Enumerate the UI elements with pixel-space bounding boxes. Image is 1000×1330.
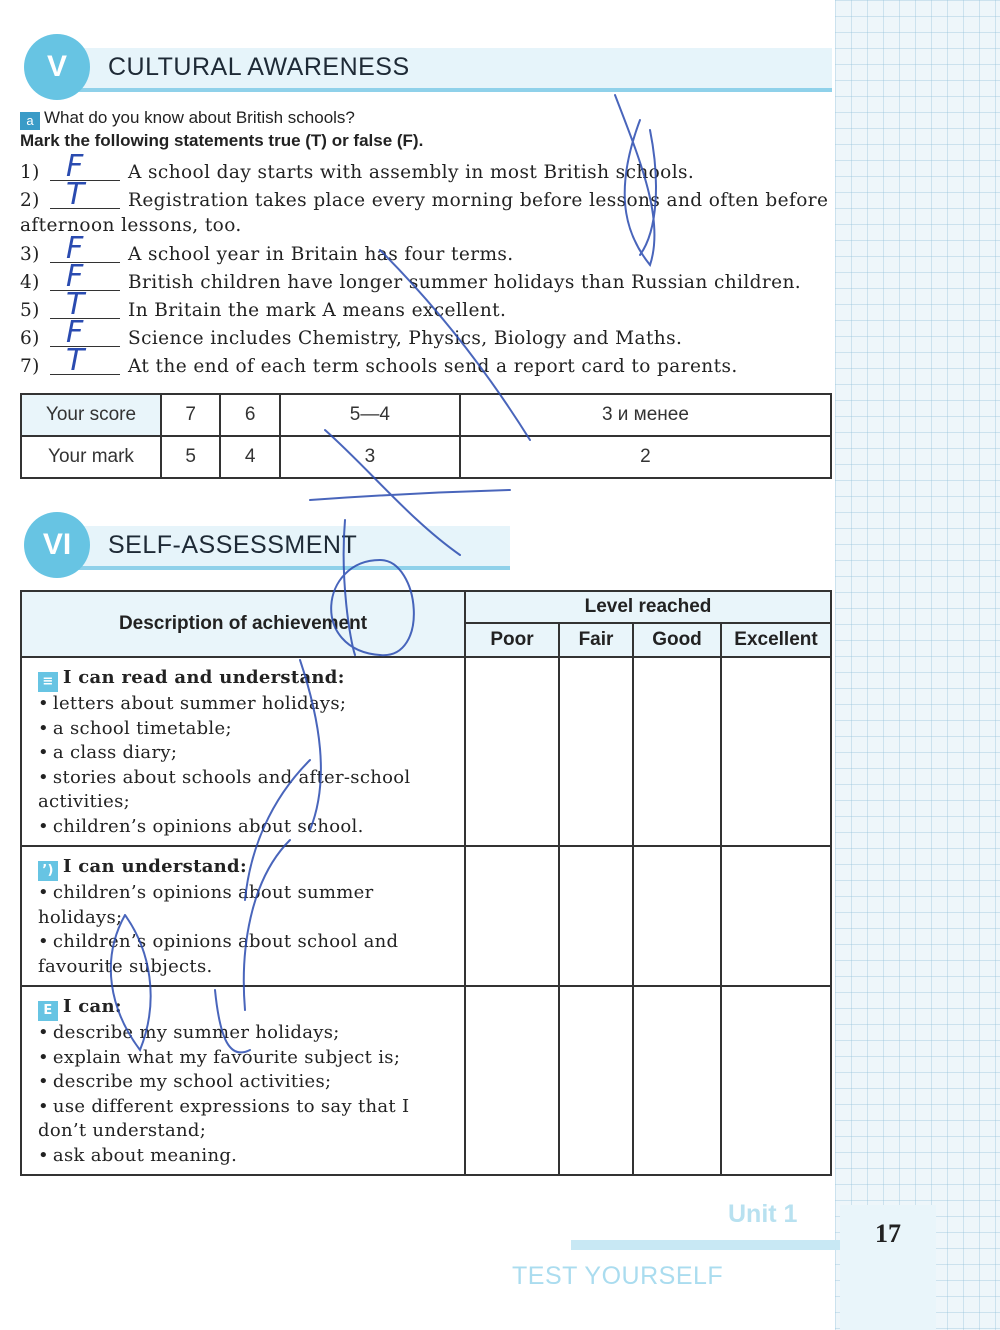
statement-text: A school year in Britain has four terms. (128, 244, 514, 265)
assessment-row (21, 986, 831, 1175)
statement-number: 1) (20, 162, 40, 183)
skill-heading: I can read and understand: (63, 667, 345, 688)
statement-number: 2) (20, 190, 40, 211)
score-cell: 7 (161, 394, 220, 436)
section-title: CULTURAL AWARENESS (108, 53, 410, 81)
handwritten-answer: F (66, 315, 84, 350)
statement-number: 4) (20, 272, 40, 293)
level-cell[interactable] (559, 846, 633, 986)
level-cell[interactable] (633, 846, 721, 986)
statement-item (20, 343, 835, 379)
statement-number: 7) (20, 356, 40, 377)
page-number: 17 (840, 1205, 936, 1330)
level-fair: Fair (559, 623, 633, 657)
statement-text: A school day starts with assembly in most British schools. (128, 162, 695, 183)
skill-icon: E (38, 1001, 58, 1021)
skill-item: • children’s opinions about school and favourite subjects. (38, 930, 450, 979)
level-cell[interactable] (633, 657, 721, 846)
statement-text: Science includes Chemistry, Physics, Biology and Maths. (128, 328, 683, 349)
handwritten-answer: F (66, 259, 84, 294)
mark-cell: 2 (460, 436, 831, 478)
handwritten-answer: T (66, 287, 85, 322)
level-cell[interactable] (721, 846, 831, 986)
section-number-badge: VI (24, 512, 90, 578)
answer-blank[interactable] (50, 287, 120, 322)
level-cell[interactable] (633, 986, 721, 1175)
level-cell[interactable] (721, 986, 831, 1175)
mark-cell: 4 (220, 436, 279, 478)
score-cell: 5—4 (280, 394, 460, 436)
mark-cell: 5 (161, 436, 220, 478)
footer-section-title: TEST YOURSELF (512, 1262, 724, 1290)
statement-number: 6) (20, 328, 40, 349)
skill-heading: I can understand: (63, 856, 247, 877)
answer-blank[interactable] (50, 231, 120, 266)
answer-blank[interactable] (50, 343, 120, 378)
skill-icon: ≡ (38, 672, 58, 692)
handwritten-answer: T (66, 177, 85, 212)
skill-item: • letters about summer holidays; (38, 692, 450, 717)
handwritten-answer: T (66, 343, 85, 378)
mark-cell: 3 (280, 436, 460, 478)
statement-item (20, 149, 835, 185)
section-header-cultural-awareness (20, 40, 835, 96)
level-cell[interactable] (721, 657, 831, 846)
bleed-through-grid (835, 0, 1000, 1330)
statement-item (20, 287, 835, 323)
statement-text: British children have longer summer holidays than Russian children. (128, 272, 802, 293)
footer-bar (571, 1240, 841, 1250)
assessment-description (21, 657, 465, 846)
skill-icon: ’) (38, 861, 58, 881)
task-instruction: Mark the following statements true (T) or false (F). (20, 131, 424, 150)
task-question (20, 108, 355, 130)
mark-label: Your mark (21, 436, 161, 478)
skill-heading: I can: (63, 996, 122, 1017)
section-title: SELF-ASSESSMENT (108, 531, 358, 559)
question-text: What do you know about British schools? (44, 108, 355, 127)
statement-number: 5) (20, 300, 40, 321)
level-cell[interactable] (465, 657, 559, 846)
answer-blank[interactable] (50, 177, 120, 212)
skill-item: • stories about schools and after-school activities; (38, 766, 450, 815)
skill-item: • a school timetable; (38, 717, 450, 742)
assessment-description (21, 986, 465, 1175)
skill-item: • explain what my favourite subject is; (38, 1046, 450, 1071)
statement-text: At the end of each term schools send a report card to parents. (128, 356, 738, 377)
score-table (20, 393, 832, 479)
skill-item: • a class diary; (38, 741, 450, 766)
assessment-description (21, 846, 465, 986)
level-cell[interactable] (559, 986, 633, 1175)
skill-item: • use different expressions to say that I don’t understand; (38, 1095, 450, 1144)
answer-blank[interactable] (50, 149, 120, 184)
skill-item: • ask about meaning. (38, 1144, 450, 1169)
answer-blank[interactable] (50, 315, 120, 350)
assessment-row (21, 657, 831, 846)
statement-text: In Britain the mark A means excellent. (128, 300, 507, 321)
handwritten-answer: F (66, 149, 84, 184)
handwritten-answer: F (66, 231, 84, 266)
level-cell[interactable] (465, 986, 559, 1175)
section-header-self-assessment (20, 518, 835, 574)
level-poor: Poor (465, 623, 559, 657)
score-cell: 6 (220, 394, 279, 436)
description-header: Description of achievement (21, 591, 465, 657)
task-letter-icon: a (20, 112, 40, 130)
level-good: Good (633, 623, 721, 657)
statement-item (20, 231, 835, 267)
score-label: Your score (21, 394, 161, 436)
skill-item: • describe my school activities; (38, 1070, 450, 1095)
level-header: Level reached (465, 591, 831, 623)
statement-text: Registration takes place every morning before lessons and often before afternoon lessons, too. (20, 190, 829, 236)
self-assessment-table (20, 590, 832, 1176)
statement-item (20, 315, 835, 351)
score-cell: 3 и менее (460, 394, 831, 436)
statement-item (20, 177, 835, 238)
level-excellent: Excellent (721, 623, 831, 657)
unit-label: Unit 1 (728, 1200, 798, 1228)
level-cell[interactable] (465, 846, 559, 986)
answer-blank[interactable] (50, 259, 120, 294)
skill-item: • children’s opinions about school. (38, 815, 450, 840)
skill-item: • children’s opinions about summer holidays; (38, 881, 450, 930)
assessment-row (21, 846, 831, 986)
skill-item: • describe my summer holidays; (38, 1021, 450, 1046)
statement-number: 3) (20, 244, 40, 265)
level-cell[interactable] (559, 657, 633, 846)
statement-item (20, 259, 835, 295)
section-number-badge: V (24, 34, 90, 100)
